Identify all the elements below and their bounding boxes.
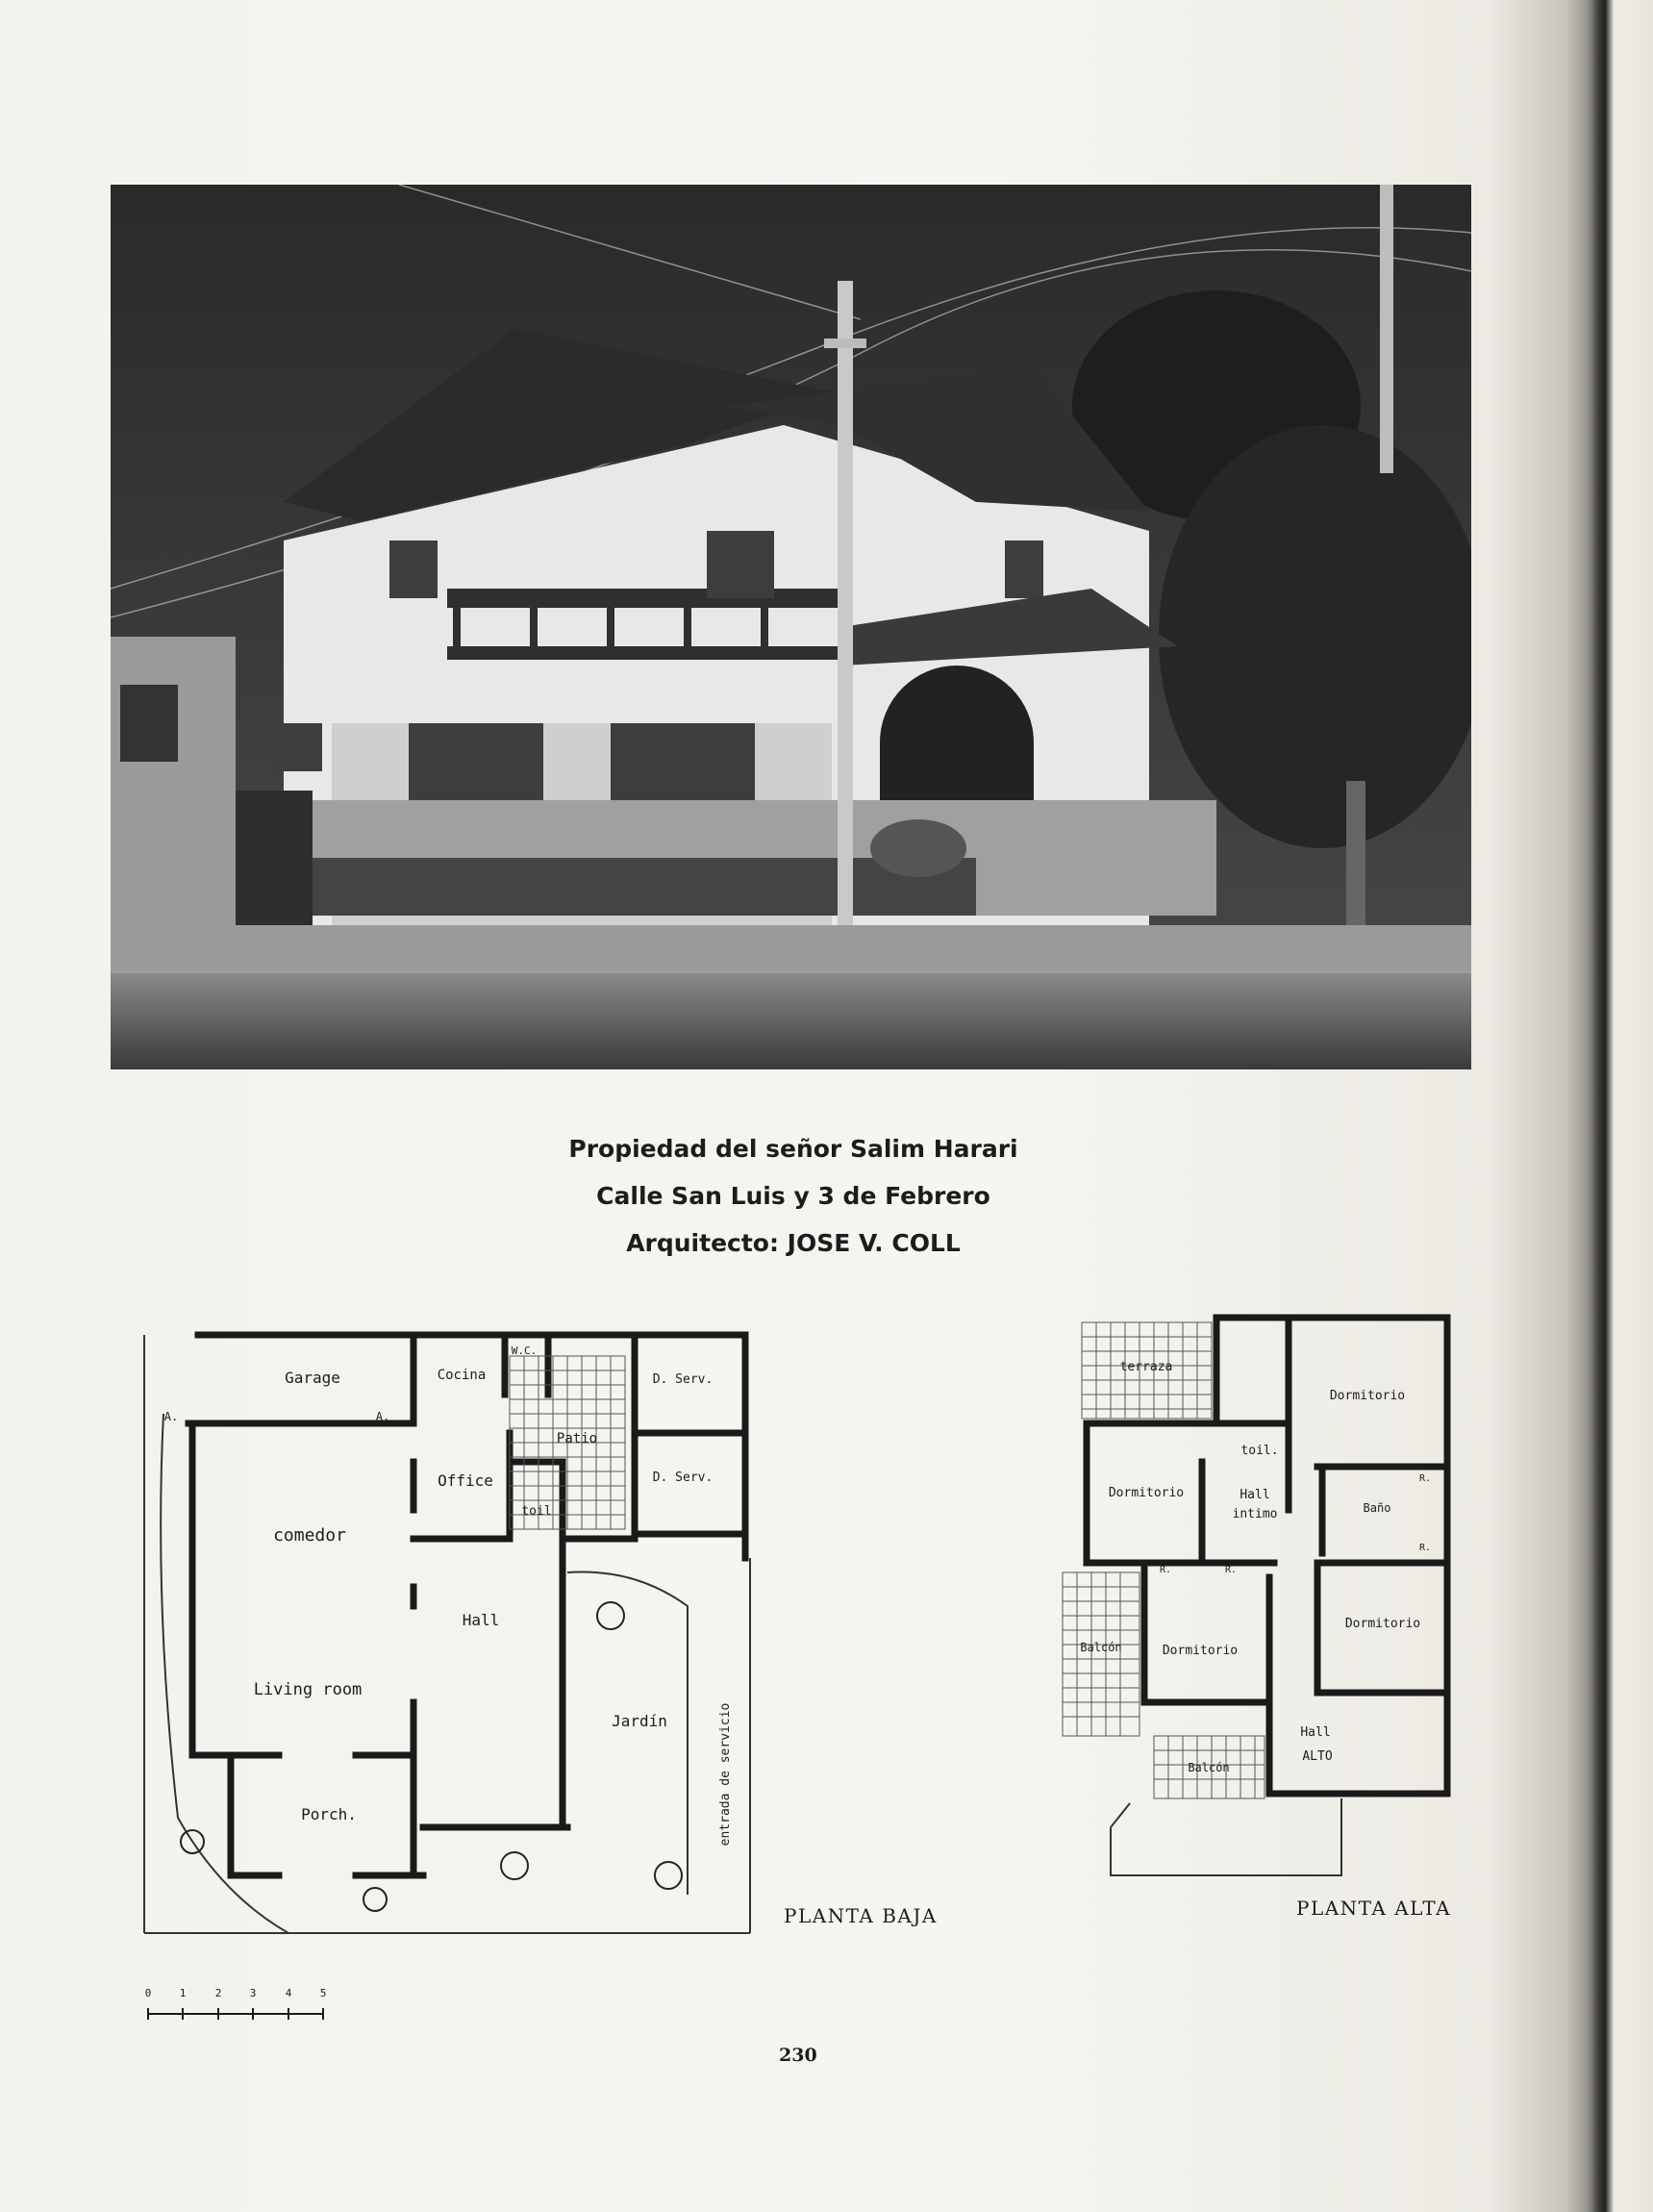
scale-tick-0: 0 [144, 1987, 152, 1999]
scale-bar [144, 1981, 337, 2025]
room-living: Living room [253, 1680, 363, 1699]
entrada-servicio-label: entrada de servicio [718, 1702, 733, 1847]
room-r-hall-1: R. [1159, 1565, 1172, 1575]
room-toil: toil [521, 1504, 552, 1519]
room-hall-intimo-line2: intimo [1232, 1507, 1278, 1521]
ground-floor-plan [135, 1318, 760, 1952]
room-dormitorio-3: Dormitorio [1162, 1644, 1239, 1658]
room-dormitorio-4: Dormitorio [1344, 1617, 1421, 1631]
page-number: 230 [779, 2045, 817, 2066]
room-comedor: comedor [273, 1525, 346, 1546]
room-hall: Hall [462, 1611, 500, 1629]
scale-tick-5: 5 [319, 1987, 327, 1999]
room-d-serv-1: D. Serv. [652, 1372, 714, 1387]
room-dormitorio-2: Dormitorio [1108, 1486, 1185, 1500]
room-porch: Porch. [301, 1805, 357, 1823]
planta-alta-title: PLANTA ALTA [1296, 1897, 1452, 1920]
room-toil-upper: toil. [1240, 1444, 1279, 1458]
room-balcon-2: Balcón [1188, 1761, 1230, 1774]
room-office: Office [438, 1471, 493, 1490]
scale-tick-1: 1 [179, 1987, 187, 1999]
room-r-bano-1: R. [1418, 1473, 1432, 1484]
room-dormitorio-1: Dormitorio [1329, 1389, 1406, 1403]
room-jardin: Jardín [612, 1712, 667, 1730]
room-a-left: A. [163, 1410, 179, 1423]
scale-tick-2: 2 [214, 1987, 222, 1999]
scale-tick-3: 3 [249, 1987, 257, 1999]
room-hall-intimo-line1: Hall [1240, 1488, 1270, 1502]
room-balcon-1: Balcón [1080, 1641, 1122, 1654]
room-bano: Baño [1363, 1501, 1391, 1515]
room-cocina: Cocina [437, 1368, 487, 1383]
room-hall-alto-line2: ALTO [1302, 1749, 1333, 1764]
caption-architect: Arquitecto: JOSE V. COLL [626, 1229, 961, 1257]
room-r-bano-2: R. [1418, 1543, 1432, 1553]
upper-floor-plan [1058, 1308, 1462, 1885]
house-photograph [111, 185, 1471, 1069]
planta-baja-title: PLANTA BAJA [784, 1904, 938, 1927]
caption-address: Calle San Luis y 3 de Febrero [596, 1182, 990, 1210]
room-patio: Patio [556, 1431, 598, 1446]
room-d-serv-2: D. Serv. [652, 1470, 714, 1485]
book-gutter [1566, 0, 1653, 2212]
caption-block [481, 1125, 1106, 1267]
room-a-right: A. [375, 1410, 390, 1423]
room-r-hall-2: R. [1224, 1565, 1238, 1575]
scale-tick-4: 4 [285, 1987, 292, 1999]
room-hall-alto-line1: Hall [1300, 1725, 1331, 1740]
room-garage: Garage [285, 1369, 340, 1387]
caption-owner: Propiedad del señor Salim Harari [568, 1135, 1018, 1163]
room-wc: W.C. [511, 1345, 538, 1357]
room-terraza: terraza [1119, 1360, 1173, 1374]
